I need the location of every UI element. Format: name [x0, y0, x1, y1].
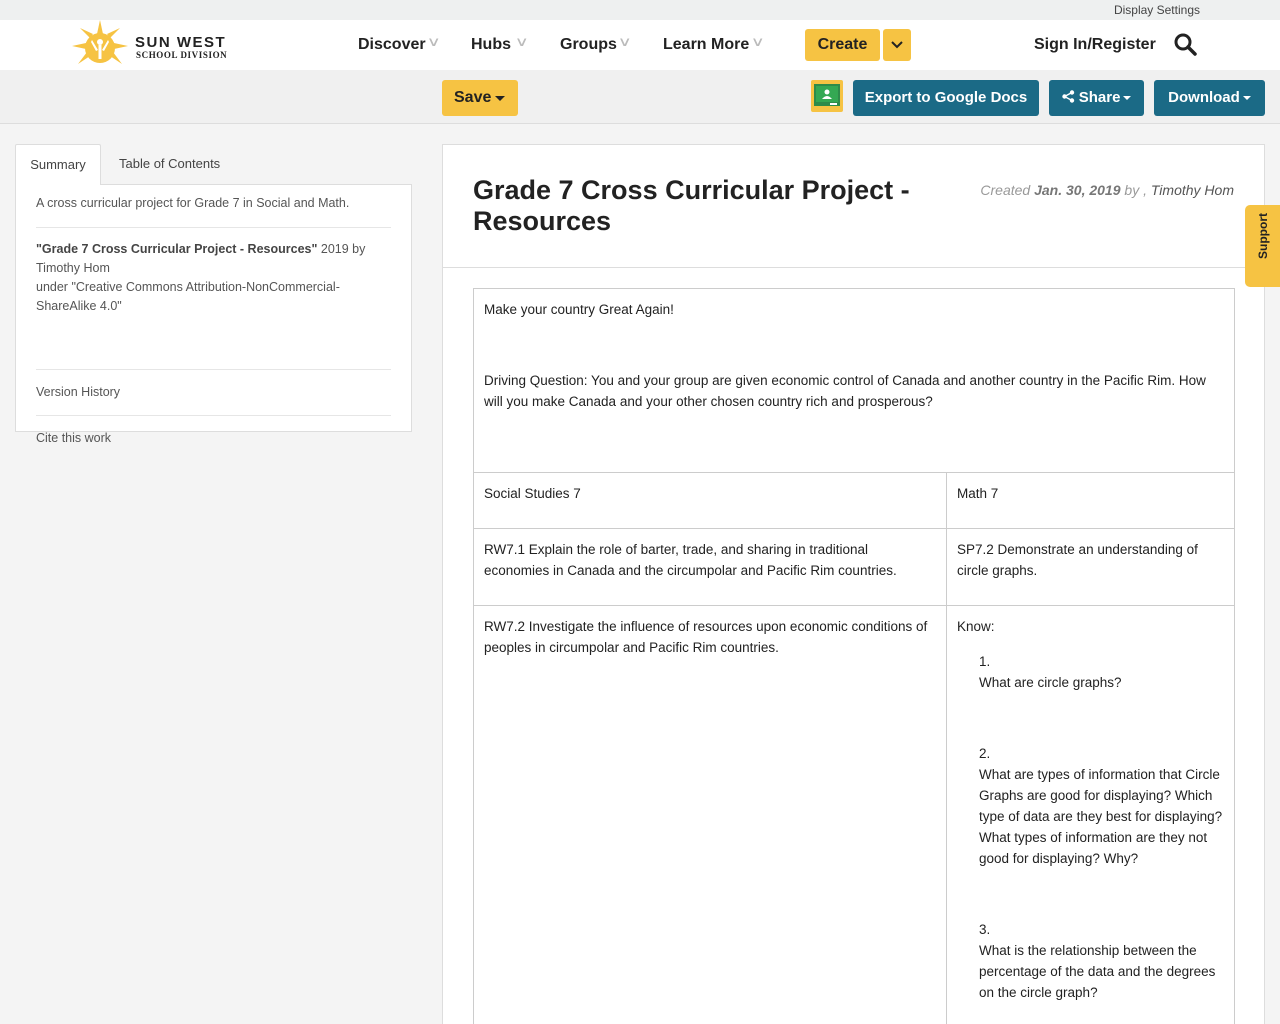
save-label: Save	[454, 89, 492, 106]
table-row	[474, 529, 1235, 606]
list-item-number: 2.	[979, 746, 991, 761]
created-label: Created	[980, 182, 1031, 198]
summary-text: A cross curricular project for Grade 7 in Social and Math.	[36, 196, 350, 210]
sidebar-tabs	[15, 144, 412, 184]
created-date: Jan. 30, 2019	[1034, 182, 1121, 198]
list-item-number: 1.	[979, 654, 991, 669]
sun-logo-icon	[70, 20, 130, 70]
divider	[36, 227, 391, 228]
site-logo[interactable]	[70, 20, 240, 70]
caret-down-icon	[1123, 96, 1131, 100]
resource-toolbar	[0, 70, 1280, 124]
nav-hubs[interactable]: Hubs	[471, 36, 511, 53]
list-item	[957, 743, 1224, 869]
download-button[interactable]	[1154, 80, 1265, 116]
table-cell: RW7.2 Investigate the influence of resources upon economic conditions of peoples in circumpolar and Pacific Rim countries.	[474, 606, 947, 1024]
resource-content	[442, 144, 1265, 1024]
citation-license: under "Creative Commons Attribution-NonCommercial-ShareAlike 4.0"	[36, 280, 340, 313]
brand-subtitle: SCHOOL DIVISION	[136, 50, 228, 60]
citation-year: 2019 by	[317, 242, 366, 256]
divider	[36, 369, 391, 370]
nav-discover[interactable]: Discover	[358, 36, 426, 53]
nav-groups[interactable]: Groups	[560, 36, 617, 53]
search-icon[interactable]	[1173, 32, 1197, 56]
chevron-down-icon: ∨	[750, 34, 765, 49]
tab-table-of-contents[interactable]: Table of Contents	[119, 156, 221, 171]
list-item-text: What are types of information that Circle Graphs are good for displaying? Which type of data are they best for displaying? What types of information are they not good for displaying? Why?	[979, 767, 1223, 866]
table-row	[474, 289, 1235, 473]
create-dropdown-button[interactable]	[883, 29, 911, 61]
google-classroom-button[interactable]	[811, 80, 843, 112]
main-navbar	[0, 20, 1280, 70]
list-item-text: What is the relationship between the percentage of the data and the degrees on the circle graph?	[979, 943, 1216, 1000]
table-cell: RW7.1 Explain the role of barter, trade, and sharing in traditional economies in Canada and the circumpolar and Pacific Rim countries.	[474, 529, 947, 606]
divider	[443, 267, 1264, 268]
created-meta	[980, 182, 1234, 198]
citation-title: "Grade 7 Cross Curricular Project - Resources"	[36, 242, 318, 256]
support-tab[interactable]	[1245, 205, 1280, 287]
table-row	[474, 606, 1235, 1024]
nav-learn-more[interactable]: Learn More	[663, 36, 750, 53]
tab-summary[interactable]: Summary	[15, 144, 101, 185]
save-button[interactable]	[442, 80, 518, 116]
download-label: Download	[1168, 89, 1240, 106]
list-item-number: 3.	[979, 922, 991, 937]
sign-in-register-link[interactable]: Sign In/Register	[1034, 36, 1156, 53]
citation-block	[36, 240, 391, 316]
list-item	[957, 651, 1224, 693]
by-label: by ,	[1124, 182, 1147, 198]
support-label: Support	[1256, 213, 1270, 259]
table-cell: Social Studies 7	[474, 473, 947, 529]
caret-down-icon	[1243, 96, 1251, 100]
display-settings-link[interactable]: Display Settings	[1113, 3, 1200, 17]
table-cell	[947, 606, 1235, 1024]
list-item	[957, 919, 1224, 1003]
version-history-link[interactable]: Version History	[36, 385, 121, 399]
cite-work-link[interactable]: Cite this work	[36, 431, 112, 445]
intro-cell	[474, 289, 1235, 473]
caret-down-icon	[495, 96, 505, 101]
chevron-down-icon	[891, 41, 903, 49]
create-button[interactable]: Create	[805, 29, 880, 61]
sidebar	[15, 144, 412, 445]
list-item-text: What are circle graphs?	[979, 675, 1122, 690]
know-label: Know:	[957, 619, 995, 634]
google-classroom-icon	[811, 80, 843, 112]
curriculum-table	[473, 288, 1235, 1024]
share-label: Share	[1078, 89, 1121, 106]
author-link[interactable]: Timothy Hom	[1150, 182, 1234, 198]
top-strip	[0, 0, 1280, 20]
page-title: Grade 7 Cross Curricular Project - Resources	[473, 175, 910, 236]
table-cell: SP7.2 Demonstrate an understanding of circle graphs.	[947, 529, 1235, 606]
chevron-down-icon: ∨	[617, 34, 632, 49]
summary-panel	[15, 184, 412, 445]
table-cell: Math 7	[947, 473, 1235, 529]
intro-headline: Make your country Great Again!	[484, 302, 674, 317]
chevron-down-icon: ∨	[426, 34, 441, 49]
share-icon	[1062, 90, 1075, 103]
brand-name: SUN WEST	[135, 34, 227, 51]
citation-author: Timothy Hom	[36, 261, 110, 275]
driving-question: Driving Question: You and your group are given economic control of Canada and another country in the Pacific Rim. How will you make Canada and your other chosen country rich and prosperous?	[484, 373, 1206, 409]
share-button[interactable]	[1049, 80, 1144, 116]
export-google-docs-button[interactable]: Export to Google Docs	[853, 80, 1039, 116]
divider	[36, 415, 391, 416]
table-row	[474, 473, 1235, 529]
chevron-down-icon: ∨	[514, 34, 529, 49]
